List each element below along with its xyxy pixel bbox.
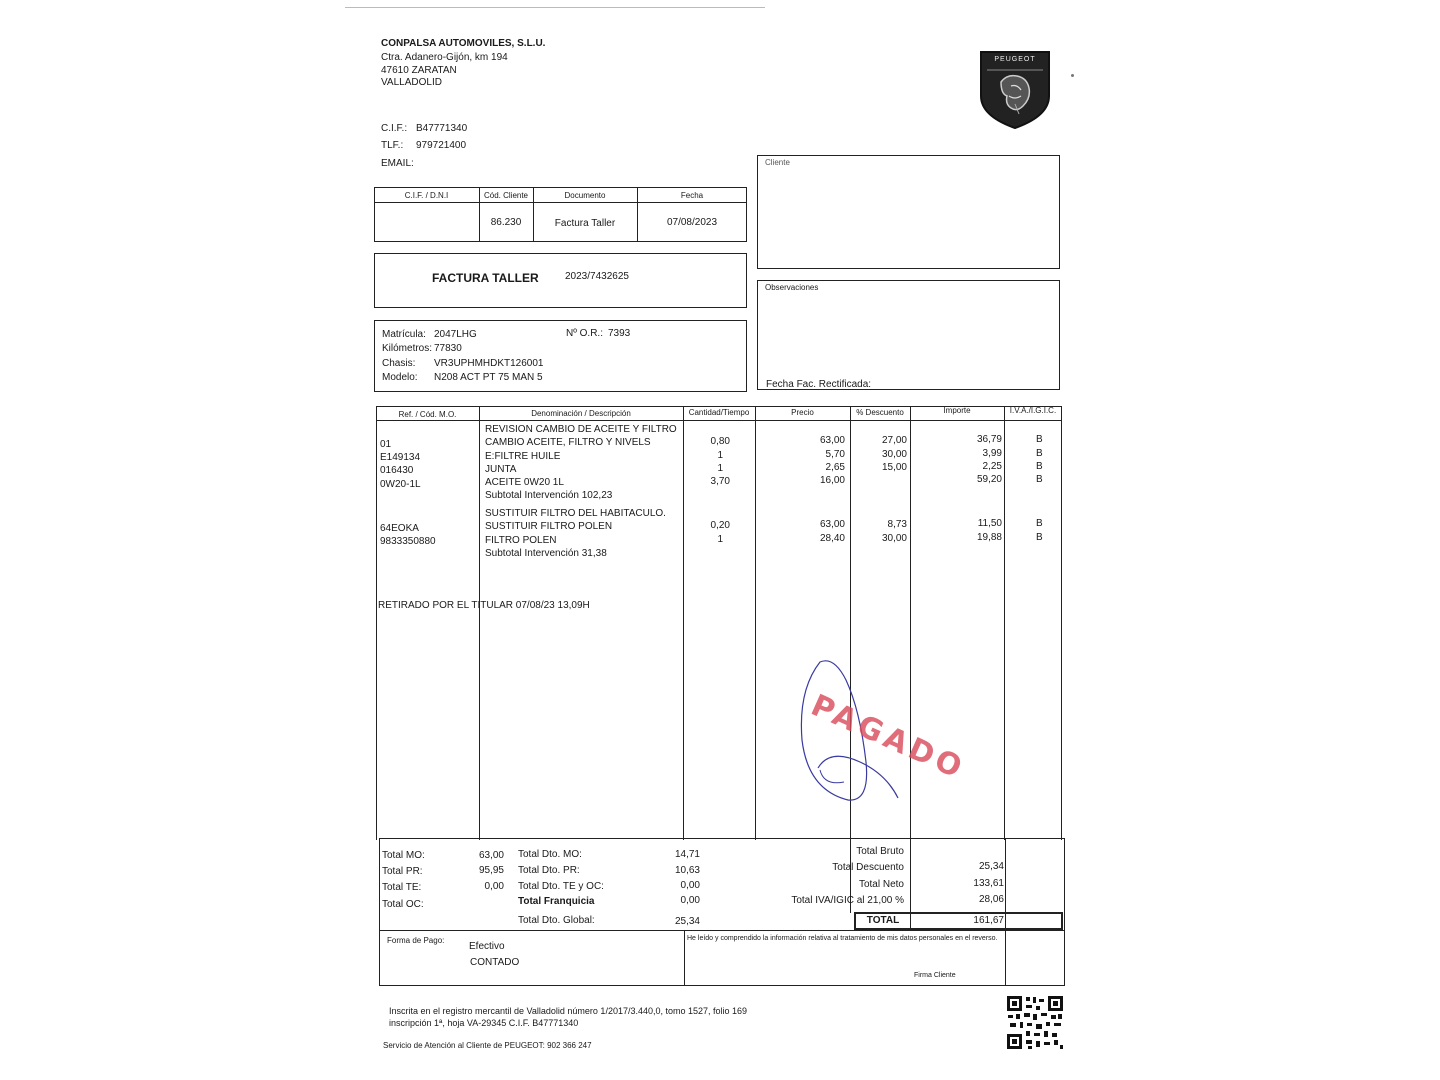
total-mo-value: 63,00 xyxy=(478,850,504,861)
vehicle-box xyxy=(374,320,747,392)
observaciones-label: Observaciones xyxy=(765,283,819,292)
doc-header-cod-cliente: Cód. Cliente xyxy=(483,191,529,200)
row-8-amount: 19,88 xyxy=(976,532,1002,543)
retirado-note: RETIRADO POR EL TITULAR 07/08/23 13,09H xyxy=(378,600,590,611)
forma-pago-label: Forma de Pago: xyxy=(387,936,445,945)
total-franquicia-value: 0,00 xyxy=(680,895,700,906)
row-1-desc: CAMBIO ACEITE, FILTRO Y NIVELS xyxy=(485,437,651,448)
grand-total-value: 161,67 xyxy=(973,915,1004,926)
total-te-value: 0,00 xyxy=(484,881,504,892)
total-descuento-label: Total Descuento xyxy=(832,862,904,873)
row-1-disc: 27,00 xyxy=(881,435,907,446)
row-4-ref: 0W20-1L xyxy=(380,479,421,490)
row-7-vat: B xyxy=(1036,518,1043,529)
invoice-number: 2023/7432625 xyxy=(565,271,629,282)
row-8-desc: FILTRO POLEN xyxy=(485,535,557,546)
row-2-amount: 3,99 xyxy=(982,448,1002,459)
total-dto-global-label: Total Dto. Global: xyxy=(518,915,595,926)
row-9-subtotal: Subtotal Intervención 31,38 xyxy=(485,548,607,559)
km-label: Kilómetros: xyxy=(382,343,433,354)
total-dto-teoc-value: 0,00 xyxy=(680,880,700,891)
company-name: CONPALSA AUTOMOVILES, S.L.U. xyxy=(381,38,546,49)
items-col-sep-1 xyxy=(479,406,480,840)
total-pr-value: 95,95 xyxy=(478,865,504,876)
invoice-title-box xyxy=(374,253,747,308)
qr-code-icon xyxy=(1006,995,1064,1050)
row-5-subtotal: Subtotal Intervención 102,23 xyxy=(485,490,613,501)
tlf-value: 979721400 xyxy=(416,140,467,151)
row-2-vat: B xyxy=(1036,448,1043,459)
doc-header-fecha: Fecha xyxy=(680,191,704,200)
footer-registry-2: inscripción 1ª, hoja VA-29345 C.I.F. B47771340 xyxy=(389,1018,579,1028)
row-7-desc: SUSTITUIR FILTRO POLEN xyxy=(485,521,613,532)
km-value: 77830 xyxy=(434,343,462,354)
row-4-vat: B xyxy=(1036,474,1043,485)
firma-cliente-label: Firma Cliente xyxy=(914,972,956,979)
chasis-label: Chasis: xyxy=(382,358,416,369)
cif-label: C.I.F.: xyxy=(381,123,408,134)
row-1-ref: 01 xyxy=(380,439,392,450)
company-address-3: VALLADOLID xyxy=(381,77,442,88)
row-6-desc: SUSTITUIR FILTRO DEL HABITACULO. xyxy=(485,508,666,519)
col-header-ref: Ref. / Cód. M.O. xyxy=(398,410,457,419)
payment-sep-2 xyxy=(1005,930,1006,986)
tlf-label: TLF.: xyxy=(381,140,404,151)
col-header-qty: Cantidad/Tiempo xyxy=(688,408,750,417)
doc-header-cif: C.I.F. / D.N.I xyxy=(404,191,449,200)
chasis-value: VR3UPHMHDKT126001 xyxy=(434,358,544,369)
company-address-1: Ctra. Adanero-Gijón, km 194 xyxy=(381,52,508,63)
client-label: Cliente xyxy=(765,158,790,167)
row-7-price: 63,00 xyxy=(819,519,845,530)
col-header-amount: Importe xyxy=(943,406,971,415)
payment-method-1: Efectivo xyxy=(469,941,505,952)
payment-sep-1 xyxy=(684,930,685,986)
row-4-qty: 3,70 xyxy=(710,476,730,487)
total-neto-label: Total Neto xyxy=(858,879,904,890)
payment-method-2: CONTADO xyxy=(470,957,520,968)
documento-value: Factura Taller xyxy=(554,218,616,229)
col-header-disc: % Descuento xyxy=(856,408,904,417)
modelo-value: N208 ACT PT 75 MAN 5 xyxy=(434,372,543,383)
row-7-amount: 11,50 xyxy=(977,518,1002,529)
row-2-desc: E:FILTRE HUILE xyxy=(485,451,561,462)
fecha-value: 07/08/2023 xyxy=(666,217,718,228)
row-3-disc: 15,00 xyxy=(881,462,907,473)
total-dto-mo-label: Total Dto. MO: xyxy=(518,849,582,860)
footer-registry-1: Inscrita en el registro mercantil de Valladolid número 1/2017/3.440,0, tomo 1527, folio 169 xyxy=(389,1006,748,1016)
row-8-qty: 1 xyxy=(717,534,723,545)
row-8-ref: 9833350880 xyxy=(380,536,436,547)
total-iva-label: Total IVA/IGIC al 21,00 % xyxy=(791,895,904,906)
row-2-price: 5,70 xyxy=(825,449,845,460)
total-neto-value: 133,61 xyxy=(973,878,1004,889)
company-address-2: 47610 ZARATAN xyxy=(381,65,457,76)
or-value: 7393 xyxy=(608,328,631,339)
row-1-qty: 0,80 xyxy=(710,436,730,447)
row-8-disc: 30,00 xyxy=(881,533,907,544)
total-dto-mo-value: 14,71 xyxy=(674,849,700,860)
row-7-qty: 0,20 xyxy=(710,520,730,531)
pagado-stamp xyxy=(790,650,980,810)
row-1-vat: B xyxy=(1036,434,1043,445)
row-7-ref: 64EOKA xyxy=(380,523,419,534)
total-franquicia-label: Total Franquicia xyxy=(518,896,595,907)
scan-edge-line xyxy=(345,7,765,8)
total-oc-label: Total OC: xyxy=(382,899,424,910)
row-4-amount: 59,20 xyxy=(976,474,1002,485)
invoice-title: FACTURA TALLER xyxy=(432,271,539,285)
row-4-desc: ACEITE 0W20 1L xyxy=(485,477,564,488)
total-mo-label: Total MO: xyxy=(382,850,425,861)
cod-cliente-value: 86.230 xyxy=(490,217,522,228)
doc-header-documento: Documento xyxy=(564,191,606,200)
pagado-text: PAGADO xyxy=(805,688,971,787)
col-header-desc: Denominación / Descripción xyxy=(531,409,631,418)
row-3-amount: 2,25 xyxy=(982,461,1002,472)
matricula-value: 2047LHG xyxy=(434,329,477,340)
total-pr-label: Total PR: xyxy=(382,866,423,877)
row-8-price: 28,40 xyxy=(819,533,845,544)
total-dto-pr-value: 10,63 xyxy=(674,865,700,876)
or-label: Nº O.R.: xyxy=(566,328,603,339)
total-bruto-label: Total Bruto xyxy=(856,846,904,857)
matricula-label: Matrícula: xyxy=(382,329,426,340)
scan-dot xyxy=(1071,74,1074,77)
row-3-vat: B xyxy=(1036,461,1043,472)
peugeot-logo xyxy=(977,48,1053,130)
row-2-qty: 1 xyxy=(717,450,723,461)
privacy-notice: He leído y comprendido la información relativa al tratamiento de mis datos personales en el reverso. xyxy=(687,935,998,942)
total-descuento-value: 25,34 xyxy=(978,861,1004,872)
row-0-desc: REVISION CAMBIO DE ACEITE Y FILTRO xyxy=(485,424,677,435)
footer-customer-service: Servicio de Atención al Cliente de PEUGEOT: 902 366 247 xyxy=(383,1041,592,1050)
items-col-sep-6 xyxy=(1004,406,1005,840)
modelo-label: Modelo: xyxy=(382,372,418,383)
total-te-label: Total TE: xyxy=(382,882,422,893)
cif-value: B47771340 xyxy=(416,123,468,134)
email-label: EMAIL: xyxy=(381,158,414,169)
row-3-desc: JUNTA xyxy=(485,464,517,475)
row-3-price: 2,65 xyxy=(825,462,845,473)
logo-text: PEUGEOT xyxy=(994,56,1036,63)
row-7-disc: 8,73 xyxy=(887,519,907,530)
row-2-disc: 30,00 xyxy=(881,449,907,460)
row-3-ref: 016430 xyxy=(380,465,414,476)
total-dto-global-value: 25,34 xyxy=(674,916,700,927)
row-4-price: 16,00 xyxy=(819,475,845,486)
total-dto-teoc-label: Total Dto. TE y OC: xyxy=(518,881,604,892)
row-2-ref: E149134 xyxy=(380,452,421,463)
doc-header-divider xyxy=(374,202,747,203)
total-iva-value: 28,06 xyxy=(978,894,1004,905)
row-1-amount: 36,79 xyxy=(976,434,1002,445)
row-3-qty: 1 xyxy=(717,463,723,474)
grand-total-label: TOTAL xyxy=(866,915,900,926)
client-box xyxy=(757,155,1060,269)
observaciones-box xyxy=(757,280,1060,390)
col-header-vat: I.V.A./I.G.I.C. xyxy=(1009,406,1057,415)
col-header-price: Precio xyxy=(791,408,814,417)
total-dto-pr-label: Total Dto. PR: xyxy=(518,865,580,876)
fecha-fac-rectificada-label: Fecha Fac. Rectificada: xyxy=(766,379,872,390)
row-1-price: 63,00 xyxy=(819,435,845,446)
row-8-vat: B xyxy=(1036,532,1043,543)
